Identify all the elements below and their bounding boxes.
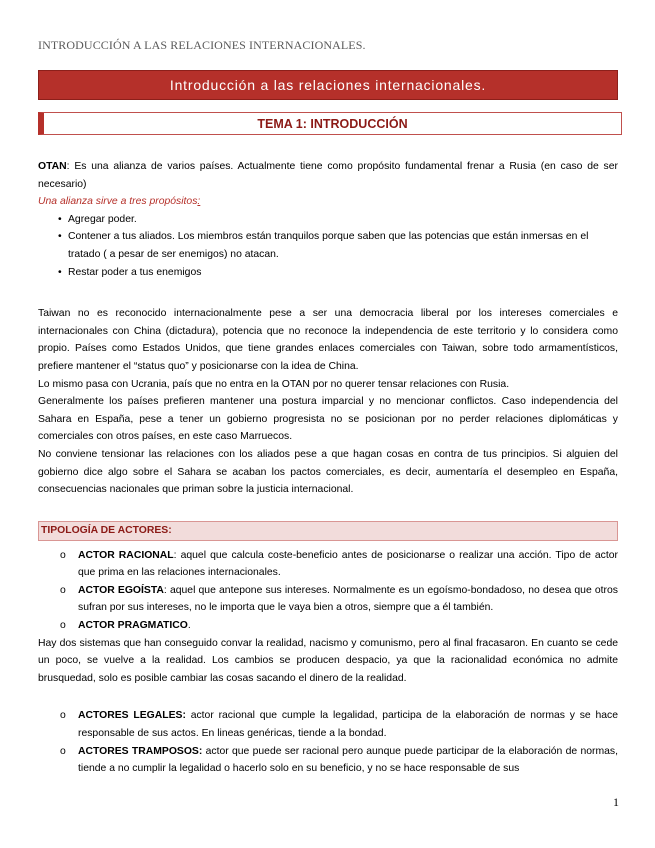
list-item-text: Restar poder a tus enemigos [68, 266, 202, 278]
paragraph-sistemas: Hay dos sistemas que han conseguido convar la realidad, nacismo y comunismo, pero al final fracasaron. En cuanto se cede un poco, se vuelve a la realidad. Los cambios se producen despacio, ya que la racionalidad económica no admite brusquedad, solo es posible cambiar las cosas sacando el dinero de la realidad. [38, 637, 618, 684]
otan-label: OTAN [38, 161, 67, 172]
actor-name: ACTORES TRAMPOSOS: [78, 745, 203, 757]
actor-description: : aquel que calcula coste-beneficio antes de posicionarse o realizar una acción. Tipo de actor que prima en las relaciones internacionales. [78, 549, 618, 579]
actor-description: : aquel que antepone sus intereses. Normalmente es un egoísmo-bondadoso, no desea que otros sufran por sus intereses, no le importa que le vaya bien a otros, siempre que a él también. [78, 584, 618, 614]
actor-name: ACTOR PRAGMATICO [78, 620, 188, 632]
tipologia-heading-bar [38, 521, 618, 541]
alliance-subheading-text: Una alianza sirve a tres propósitos [38, 196, 198, 208]
actor-types-list [38, 547, 618, 635]
document-body [38, 158, 618, 778]
tema-heading-box [38, 112, 622, 135]
page-number: 1 [613, 795, 619, 809]
paragraph-sahara: Generalmente los países prefieren mantener una postura imparcial y no mencionar conflictos. Caso independencia del Sahara en España, pese a tener un gobierno progresista no se posicionan por no perder relaciones diplomáticas y comerciales con otros países, en este caso Marruecos. [38, 396, 618, 443]
circle-bullet-icon: o [60, 584, 66, 596]
actor-name: ACTORES LEGALES: [78, 710, 186, 722]
bullet-icon: • [58, 266, 62, 278]
paragraph-aliados: No conviene tensionar las relaciones con los aliados pese a que hagan cosas en contra de tus principios. Si alguien del gobierno dice algo sobre el Sahara se acaban los pactos comerciales, es decir, aumentaría el desempleo en España, consecuencias nacionales que priman sobre la justicia internacional. [38, 448, 618, 496]
list-item [38, 617, 618, 635]
paragraph-ucrania: Lo mismo pasa con Ucrania, país que no entra en la OTAN por no querer tensar relaciones con Rusia. [38, 378, 510, 390]
list-item-text: Contener a tus aliados. Los miembros están tranquilos porque saben que las potencias que están inmersas en el tratado ( a pesar de ser enemigos) no atacan. [68, 231, 589, 260]
list-item [38, 228, 618, 263]
circle-bullet-icon: o [60, 745, 66, 757]
alliance-subheading [38, 193, 618, 211]
actor-description: actor racional que cumple la legalidad, participa de la elaboración de normas y se hace responsable de sus actos. En lineas genéricas, tiende a la bondad. [78, 710, 618, 740]
list-item-text: Agregar poder. [68, 213, 137, 225]
actor-description: . [187, 620, 191, 632]
actor-types-list-2 [38, 707, 618, 777]
alliance-subheading-colon: : [197, 196, 201, 208]
running-header: INTRODUCCIÓN A LAS RELACIONES INTERNACIONALES. [38, 38, 366, 52]
tema-heading: TEMA 1: INTRODUCCIÓN [257, 116, 408, 131]
bullet-icon: • [58, 213, 62, 225]
tipologia-heading: TIPOLOGÍA DE ACTORES: [41, 524, 172, 536]
otan-text: : Es una alianza de varios países. Actualmente tiene como propósito fundamental frenar a Rusia (en caso de ser necesario) [38, 161, 618, 190]
circle-bullet-icon: o [60, 620, 66, 632]
list-item [38, 547, 618, 582]
document-title-banner [38, 70, 618, 100]
actor-description: actor que puede ser racional pero aunque puede participar de la elaboración de normas, tiende a no cumplir la legalidad o hacerlo solo en su beneficio, y no se hace responsable de sus [78, 745, 618, 775]
otan-definition [38, 158, 618, 193]
list-item [38, 707, 618, 742]
alliance-purposes-list [38, 211, 618, 281]
list-item [38, 743, 618, 778]
circle-bullet-icon: o [60, 549, 66, 561]
document-title: Introducción a las relaciones internacionales. [169, 77, 487, 93]
paragraph-taiwan: Taiwan no es reconocido internacionalmente pese a ser una democracia liberal por los intereses comerciales e internacionales con China (dictadura), potencia que no reconoce la independencia de este territorio y lo considera como propio. Países como Estados Unidos, que tiene grandes enlaces comerciales con Taiwan, sobre todo armamentísticos, prefiere mantener el “status quo” y posicionarse con la idea de China. [38, 308, 618, 372]
circle-bullet-icon: o [60, 710, 66, 722]
bullet-icon: • [58, 231, 62, 243]
actor-name: ACTOR RACIONAL [78, 549, 174, 561]
actor-name: ACTOR EGOÍSTA [78, 584, 164, 596]
list-item [38, 264, 618, 282]
list-item [38, 582, 618, 617]
list-item [38, 211, 618, 229]
